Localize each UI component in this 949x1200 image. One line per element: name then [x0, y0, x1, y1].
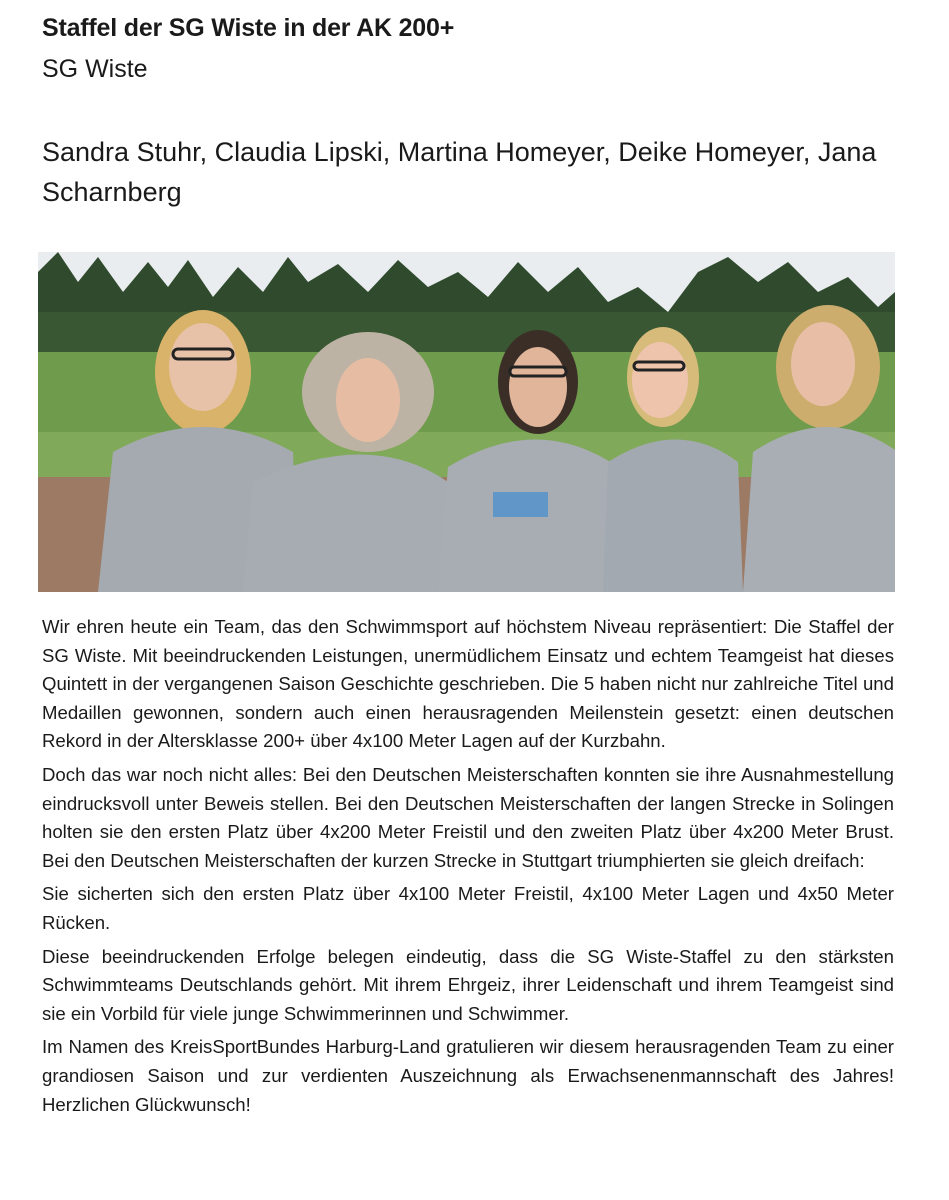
team-members: Sandra Stuhr, Claudia Lipski, Martina Homeyer, Deike Homeyer, Jana Scharnberg — [42, 137, 877, 207]
page-title: Staffel der SG Wiste in der AK 200+ — [42, 14, 455, 42]
team-photo — [38, 252, 895, 592]
team-photo-illustration — [38, 252, 895, 592]
article-paragraph: Doch das war noch nicht alles: Bei den Deutschen Meisterschaften konnten sie ihre Ausnahmestellung eindrucksvoll unter Beweis stellen. Bei den Deutschen Meisterschaften der langen Strecke in Solingen holten sie den ersten Platz über 4x200 Meter Freistil und den zweiten Platz über 4x200 Meter Brust. Bei den Deutschen Meisterschaften der kurzen Strecke in Stuttgart triumphierten sie gleich dreifach: — [42, 763, 894, 871]
article-body — [42, 613, 894, 1124]
article-paragraph: Wir ehren heute ein Team, das den Schwimmsport auf höchstem Niveau repräsentiert: Die Staffel der SG Wiste. Mit beeindruckenden Leistungen, unermüdlichem Einsatz und echtem Teamgeist hat dieses Quintett in der vergangenen Saison Geschichte geschrieben. Die 5 haben nicht nur zahlreiche Titel und Medaillen gewonnen, sondern auch einen herausragenden Meilenstein gesetzt: einen deutschen Rekord in der Altersklasse 200+ über 4x100 Meter Lagen auf der Kurzbahn. — [42, 616, 894, 752]
article-paragraph: Diese beeindruckenden Erfolge belegen eindeutig, dass die SG Wiste-Staffel zu den stärksten Schwimmteams Deutschlands gehört. Mit ihrem Ehrgeiz, ihrer Leidenschaft und ihrem Teamgeist sind sie ein Vorbild für viele junge Schwimmerinnen und Schwimmer. — [42, 945, 894, 1024]
club-name: SG Wiste — [42, 55, 148, 83]
article-paragraph: Sie sicherten sich den ersten Platz über 4x100 Meter Freistil, 4x100 Meter Lagen und 4x50 Meter Rücken. — [42, 883, 894, 933]
article-paragraph: Im Namen des KreisSportBundes Harburg-Land gratulieren wir diesem herausragenden Team zu einer grandiosen Saison und zur verdienten Auszeichnung als Erwachsenenmannschaft des Jahres! Herzlichen Glückwunsch! — [42, 1036, 894, 1115]
